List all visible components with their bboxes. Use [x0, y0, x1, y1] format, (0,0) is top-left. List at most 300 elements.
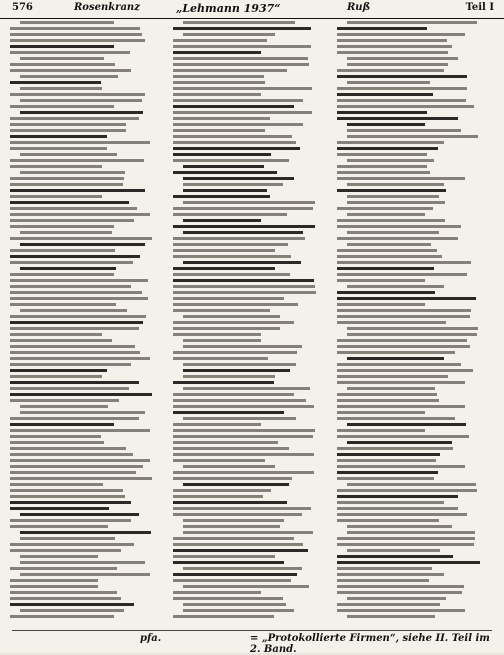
directory-entry-line	[10, 74, 156, 79]
directory-entry-line	[10, 524, 156, 529]
directory-entry-line	[173, 398, 319, 403]
directory-entry-line	[10, 392, 156, 397]
directory-entry-line	[10, 212, 156, 217]
directory-entry-line	[173, 254, 319, 259]
header-surname-last: Ruß	[347, 2, 371, 13]
directory-entry-line	[10, 584, 156, 589]
directory-entry-line	[173, 224, 319, 229]
directory-entry-line	[173, 542, 319, 547]
directory-entry-line	[173, 32, 319, 37]
directory-entry-line	[173, 332, 319, 337]
directory-entry-line	[10, 236, 156, 241]
directory-entry-line	[10, 32, 156, 37]
directory-entry-line	[337, 44, 483, 49]
footer-text: = „Protokollierte Firmen“, siehe II. Teil im 2. Band.	[250, 633, 490, 655]
header-title: „Lehmann 1937“	[176, 2, 281, 15]
header-part: Teil I	[465, 2, 494, 13]
directory-entry-line	[337, 488, 483, 493]
directory-entry-line	[10, 86, 156, 91]
directory-entry-line	[10, 62, 156, 67]
directory-entry-line	[337, 104, 483, 109]
directory-entry-line	[173, 548, 319, 553]
directory-entry-line	[10, 338, 156, 343]
directory-entry-line	[337, 584, 483, 589]
directory-entry-line	[337, 434, 483, 439]
directory-entry-line	[337, 440, 483, 445]
directory-entry-line	[337, 302, 483, 307]
directory-entry-line	[337, 176, 483, 181]
directory-entry-line	[10, 188, 156, 193]
directory-entry-line	[10, 434, 156, 439]
directory-entry-line	[10, 482, 156, 487]
directory-entry-line	[173, 128, 319, 133]
directory-entry-line	[337, 260, 483, 265]
directory-entry-line	[10, 176, 156, 181]
directory-entry-line	[10, 308, 156, 313]
directory-entry-line	[337, 128, 483, 133]
directory-entry-line	[337, 218, 483, 223]
directory-entry-line	[173, 20, 319, 25]
directory-entry-line	[10, 110, 156, 115]
directory-entry-line	[173, 446, 319, 451]
directory-entry-line	[10, 140, 156, 145]
directory-entry-line	[10, 26, 156, 31]
directory-entry-line	[337, 410, 483, 415]
directory-entry-line	[173, 206, 319, 211]
directory-entry-line	[10, 104, 156, 109]
directory-entry-line	[173, 242, 319, 247]
directory-entry-line	[337, 56, 483, 61]
directory-entry-line	[173, 308, 319, 313]
directory-entry-line	[337, 92, 483, 97]
directory-entry-line	[173, 176, 319, 181]
directory-entry-line	[337, 530, 483, 535]
directory-entry-line	[173, 302, 319, 307]
directory-entry-line	[10, 134, 156, 139]
directory-entry-line	[173, 56, 319, 61]
directory-entry-line	[337, 122, 483, 127]
directory-entry-line	[173, 50, 319, 55]
directory-entry-line	[10, 494, 156, 499]
directory-entry-line	[10, 272, 156, 277]
directory-column-1	[10, 20, 156, 626]
directory-entry-line	[337, 572, 483, 577]
directory-entry-line	[173, 410, 319, 415]
directory-entry-line	[173, 536, 319, 541]
directory-entry-line	[10, 518, 156, 523]
directory-entry-line	[10, 488, 156, 493]
directory-entry-line	[173, 602, 319, 607]
directory-entry-line	[173, 404, 319, 409]
directory-entry-line	[173, 134, 319, 139]
directory-entry-line	[337, 350, 483, 355]
directory-entry-line	[173, 614, 319, 619]
directory-entry-line	[173, 86, 319, 91]
directory-entry-line	[337, 170, 483, 175]
directory-entry-line	[337, 494, 483, 499]
directory-entry-line	[337, 182, 483, 187]
directory-entry-line	[10, 596, 156, 601]
directory-entry-line	[10, 416, 156, 421]
directory-entry-line	[337, 554, 483, 559]
directory-entry-line	[173, 98, 319, 103]
directory-entry-line	[10, 458, 156, 463]
directory-entry-line	[10, 314, 156, 319]
directory-entry-line	[10, 296, 156, 301]
directory-entry-line	[10, 254, 156, 259]
directory-entry-line	[10, 404, 156, 409]
directory-entry-line	[337, 308, 483, 313]
directory-entry-line	[173, 566, 319, 571]
directory-entry-line	[10, 56, 156, 61]
directory-entry-line	[337, 518, 483, 523]
directory-entry-line	[10, 278, 156, 283]
directory-entry-line	[173, 458, 319, 463]
directory-entry-line	[10, 578, 156, 583]
directory-entry-line	[10, 128, 156, 133]
directory-entry-line	[173, 230, 319, 235]
directory-entry-line	[10, 44, 156, 49]
directory-entry-line	[173, 428, 319, 433]
directory-entry-line	[10, 92, 156, 97]
directory-entry-line	[173, 500, 319, 505]
directory-entry-line	[173, 506, 319, 511]
directory-entry-line	[173, 218, 319, 223]
directory-entry-line	[337, 344, 483, 349]
directory-entry-line	[10, 422, 156, 427]
directory-entry-line	[10, 440, 156, 445]
directory-entry-line	[337, 74, 483, 79]
directory-entry-line	[10, 158, 156, 163]
directory-entry-line	[173, 212, 319, 217]
directory-entry-line	[173, 326, 319, 331]
directory-entry-line	[10, 302, 156, 307]
directory-entry-line	[337, 368, 483, 373]
directory-entry-line	[337, 296, 483, 301]
directory-entry-line	[173, 200, 319, 205]
directory-entry-line	[10, 164, 156, 169]
directory-entry-line	[173, 464, 319, 469]
directory-entry-line	[173, 368, 319, 373]
directory-entry-line	[10, 80, 156, 85]
directory-entry-line	[173, 590, 319, 595]
directory-entry-line	[337, 566, 483, 571]
directory-entry-line	[337, 476, 483, 481]
directory-entry-line	[10, 512, 156, 517]
directory-entry-line	[337, 152, 483, 157]
directory-entry-line	[173, 146, 319, 151]
directory-entry-line	[10, 50, 156, 55]
directory-entry-line	[10, 152, 156, 157]
directory-entry-line	[173, 476, 319, 481]
directory-entry-line	[10, 410, 156, 415]
directory-entry-line	[173, 284, 319, 289]
directory-entry-line	[337, 608, 483, 613]
directory-entry-line	[337, 224, 483, 229]
directory-entry-line	[337, 506, 483, 511]
directory-entry-line	[173, 380, 319, 385]
directory-entry-line	[337, 32, 483, 37]
directory-entry-line	[173, 338, 319, 343]
directory-entry-line	[10, 476, 156, 481]
directory-entry-line	[173, 248, 319, 253]
directory-entry-line	[337, 356, 483, 361]
directory-entry-line	[337, 86, 483, 91]
directory-entry-line	[337, 326, 483, 331]
directory-entry-line	[173, 122, 319, 127]
directory-entry-line	[337, 38, 483, 43]
directory-entry-line	[173, 470, 319, 475]
directory-entry-line	[173, 188, 319, 193]
directory-entry-line	[337, 398, 483, 403]
directory-entry-line	[10, 350, 156, 355]
directory-entry-line	[337, 188, 483, 193]
directory-entry-line	[173, 434, 319, 439]
directory-entry-line	[173, 68, 319, 73]
directory-entry-line	[173, 578, 319, 583]
directory-entry-line	[337, 20, 483, 25]
directory-entry-line	[337, 284, 483, 289]
page-header	[0, 0, 504, 19]
directory-entry-line	[173, 386, 319, 391]
directory-entry-line	[173, 104, 319, 109]
directory-entry-line	[173, 494, 319, 499]
directory-entry-line	[10, 614, 156, 619]
directory-entry-line	[337, 206, 483, 211]
directory-entry-line	[10, 398, 156, 403]
directory-entry-line	[337, 542, 483, 547]
directory-entry-line	[10, 602, 156, 607]
directory-entry-line	[337, 236, 483, 241]
directory-entry-line	[337, 332, 483, 337]
directory-entry-line	[337, 158, 483, 163]
directory-entry-line	[173, 320, 319, 325]
directory-entry-line	[173, 554, 319, 559]
directory-entry-line	[337, 380, 483, 385]
directory-entry-line	[337, 404, 483, 409]
directory-entry-line	[10, 68, 156, 73]
directory-entry-line	[173, 44, 319, 49]
directory-column-3	[337, 20, 483, 626]
header-surname-first: Rosenkranz	[74, 2, 140, 13]
directory-entry-line	[10, 374, 156, 379]
directory-column-2	[173, 20, 319, 626]
directory-entry-line	[173, 452, 319, 457]
directory-entry-line	[337, 512, 483, 517]
directory-entry-line	[337, 452, 483, 457]
directory-entry-line	[173, 560, 319, 565]
directory-entry-line	[337, 98, 483, 103]
directory-entry-line	[337, 524, 483, 529]
directory-entry-line	[10, 260, 156, 265]
directory-entry-line	[10, 470, 156, 475]
directory-entry-line	[10, 386, 156, 391]
directory-entry-line	[173, 278, 319, 283]
directory-entry-line	[173, 482, 319, 487]
directory-entry-line	[337, 242, 483, 247]
page-footer	[12, 630, 492, 655]
directory-entry-line	[10, 536, 156, 541]
directory-entry-line	[173, 236, 319, 241]
directory-entry-line	[337, 194, 483, 199]
directory-entry-line	[10, 266, 156, 271]
directory-entry-line	[337, 272, 483, 277]
directory-entry-line	[337, 386, 483, 391]
directory-entry-line	[10, 284, 156, 289]
directory-entry-line	[173, 422, 319, 427]
directory-entry-line	[337, 320, 483, 325]
directory-entry-line	[10, 290, 156, 295]
directory-entry-line	[10, 368, 156, 373]
directory-entry-line	[10, 242, 156, 247]
directory-entry-line	[337, 248, 483, 253]
directory-entry-line	[337, 62, 483, 67]
directory-entry-line	[337, 134, 483, 139]
directory-entry-line	[10, 500, 156, 505]
directory-entry-line	[10, 506, 156, 511]
directory-entry-line	[337, 578, 483, 583]
directory-entry-line	[10, 116, 156, 121]
directory-entry-line	[10, 194, 156, 199]
directory-entry-line	[337, 68, 483, 73]
directory-entry-line	[10, 170, 156, 175]
directory-entry-line	[337, 536, 483, 541]
directory-entry-line	[337, 116, 483, 121]
directory-entry-line	[173, 266, 319, 271]
directory-entry-line	[10, 428, 156, 433]
directory-entry-line	[337, 254, 483, 259]
directory-entry-line	[10, 464, 156, 469]
directory-entry-line	[337, 560, 483, 565]
directory-entry-line	[173, 92, 319, 97]
directory-entry-line	[173, 272, 319, 277]
directory-entry-line	[173, 182, 319, 187]
directory-entry-line	[337, 110, 483, 115]
directory-entry-line	[10, 542, 156, 547]
directory-entry-line	[10, 560, 156, 565]
directory-entry-line	[10, 356, 156, 361]
directory-entry-line	[173, 572, 319, 577]
directory-entry-line	[173, 260, 319, 265]
directory-entry-line	[173, 80, 319, 85]
directory-entry-line	[173, 488, 319, 493]
directory-entry-line	[173, 350, 319, 355]
directory-entry-line	[337, 146, 483, 151]
directory-entry-line	[10, 446, 156, 451]
directory-entry-line	[10, 566, 156, 571]
directory-entry-line	[10, 200, 156, 205]
directory-entry-line	[337, 602, 483, 607]
directory-entry-line	[337, 140, 483, 145]
directory-entry-line	[173, 164, 319, 169]
directory-entry-line	[337, 212, 483, 217]
directory-entry-line	[10, 98, 156, 103]
directory-entry-line	[337, 266, 483, 271]
directory-entry-line	[337, 374, 483, 379]
directory-entry-line	[10, 572, 156, 577]
directory-entry-line	[337, 314, 483, 319]
directory-entry-line	[10, 230, 156, 235]
directory-entry-line	[10, 218, 156, 223]
directory-entry-line	[173, 170, 319, 175]
directory-entry-line	[10, 452, 156, 457]
directory-entry-line	[173, 62, 319, 67]
directory-entry-line	[337, 446, 483, 451]
directory-entry-line	[337, 80, 483, 85]
page-number: 576	[12, 2, 33, 13]
directory-entry-line	[10, 248, 156, 253]
directory-entry-line	[337, 278, 483, 283]
directory-entry-line	[173, 38, 319, 43]
directory-entry-line	[10, 224, 156, 229]
directory-entry-line	[173, 110, 319, 115]
directory-entry-line	[10, 122, 156, 127]
directory-entry-line	[10, 146, 156, 151]
directory-entry-line	[173, 296, 319, 301]
directory-entry-line	[337, 590, 483, 595]
directory-entry-line	[173, 356, 319, 361]
directory-entry-line	[337, 164, 483, 169]
directory-entry-line	[173, 74, 319, 79]
directory-entry-line	[10, 530, 156, 535]
directory-entry-line	[173, 362, 319, 367]
directory-entry-line	[10, 38, 156, 43]
directory-entry-line	[337, 482, 483, 487]
directory-entry-line	[173, 314, 319, 319]
directory-entry-line	[173, 116, 319, 121]
directory-entry-line	[173, 152, 319, 157]
directory-entry-line	[10, 206, 156, 211]
directory-entry-line	[10, 326, 156, 331]
directory-entry-line	[337, 422, 483, 427]
directory-entry-line	[337, 392, 483, 397]
directory-entry-line	[173, 290, 319, 295]
directory-entry-line	[337, 458, 483, 463]
directory-entry-line	[173, 344, 319, 349]
directory-entry-line	[173, 608, 319, 613]
directory-entry-line	[10, 332, 156, 337]
directory-entry-line	[337, 290, 483, 295]
directory-entry-line	[173, 194, 319, 199]
directory-entry-line	[337, 200, 483, 205]
directory-entry-line	[173, 584, 319, 589]
directory-entry-line	[173, 26, 319, 31]
directory-entry-line	[173, 392, 319, 397]
directory-entry-line	[10, 344, 156, 349]
directory-entry-line	[173, 524, 319, 529]
directory-entry-line	[337, 596, 483, 601]
directory-entry-line	[10, 548, 156, 553]
directory-entry-line	[173, 512, 319, 517]
directory-entry-line	[10, 20, 156, 25]
directory-entry-line	[337, 26, 483, 31]
directory-entry-line	[10, 362, 156, 367]
directory-entry-line	[10, 380, 156, 385]
directory-entry-line	[173, 140, 319, 145]
directory-entry-line	[337, 428, 483, 433]
directory-entry-line	[337, 470, 483, 475]
directory-entry-line	[337, 500, 483, 505]
directory-entry-line	[337, 614, 483, 619]
directory-entry-line	[173, 416, 319, 421]
directory-entry-line	[173, 440, 319, 445]
directory-entry-line	[10, 590, 156, 595]
directory-entry-line	[173, 518, 319, 523]
directory-entry-line	[337, 548, 483, 553]
directory-entry-line	[173, 530, 319, 535]
directory-entry-line	[10, 554, 156, 559]
directory-entry-line	[10, 182, 156, 187]
